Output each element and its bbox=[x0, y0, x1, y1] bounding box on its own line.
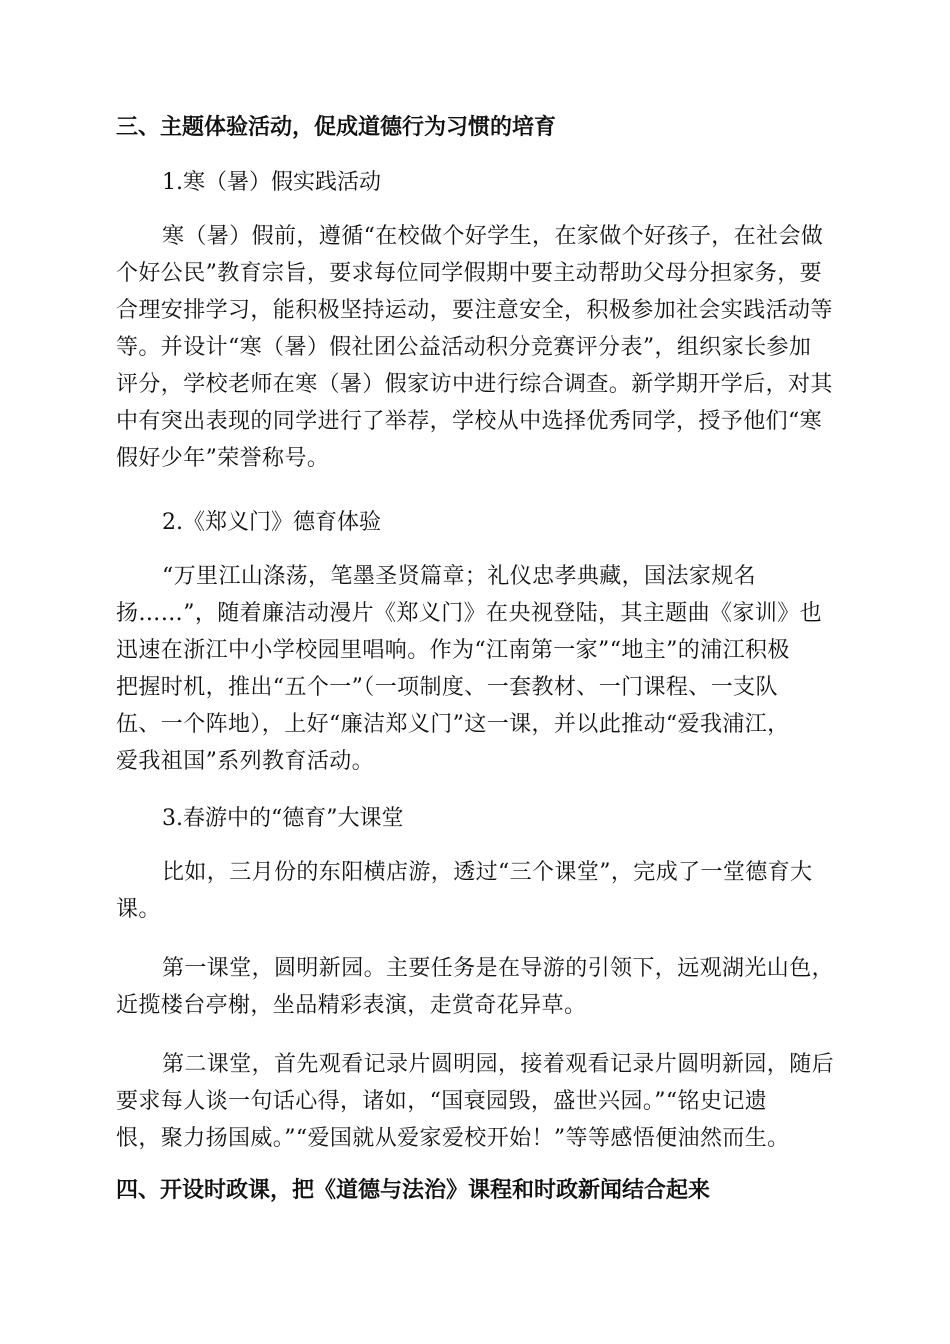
subsection-2-title: 2.《郑义门》德育体验 bbox=[162, 510, 381, 535]
paragraph-line: 寒（暑）假前，遵循“在校做个好学生，在家做个好孩子，在社会做 bbox=[162, 224, 824, 249]
paragraph-line: 个好公民”教育宗旨，要求每位同学假期中要主动帮助父母分担家务，要 bbox=[116, 261, 823, 286]
subsection-1-paragraph bbox=[116, 218, 836, 477]
subsection-1-title: 1.寒（暑）假实践活动 bbox=[162, 170, 381, 195]
section-3-heading: 三、主题体验活动，促成道德行为习惯的培育 bbox=[116, 115, 557, 140]
paragraph-line: 比如，三月份的东阳横店游，透过“三个课堂”，完成了一堂德育大 bbox=[162, 860, 813, 885]
paragraph-line: 等。并设计“寒（暑）假社团公益活动积分竞赛评分表”，组织家长参加 bbox=[116, 335, 812, 360]
paragraph-line: 合理安排学习，能积极坚持运动，要注意安全，积极参加社会实践活动等 bbox=[116, 298, 833, 323]
paragraph-line: 把握时机，推出“五个一”（一项制度、一套教材、一门课程、一支队 bbox=[116, 675, 778, 700]
paragraph-line: 爱我祖国”系列教育活动。 bbox=[116, 749, 375, 774]
paragraph-line: 恨，聚力扬国威。”“爱国就从爱家爱校开始！”等等感悟便油然而生。 bbox=[116, 1126, 790, 1151]
subsection-2-paragraph bbox=[116, 558, 836, 780]
subsection-3-paragraph-1 bbox=[116, 854, 836, 928]
section-4-heading: 四、开设时政课，把《道德与法治》课程和时政新闻结合起来 bbox=[116, 1178, 711, 1203]
subsection-3-paragraph-2 bbox=[116, 950, 836, 1024]
paragraph-line: 评分，学校老师在寒（暑）假家访中进行综合调查。新学期开学后，对其 bbox=[116, 372, 833, 397]
paragraph-line: 近揽楼台亭榭，坐品精彩表演，走赏奇花异草。 bbox=[116, 993, 587, 1018]
paragraph-line: 课。 bbox=[116, 897, 161, 922]
paragraph-line: 第一课堂，圆明新园。主要任务是在导游的引领下，远观湖光山色， bbox=[162, 956, 835, 981]
paragraph-line: 扬……”，随着廉洁动漫片《郑义门》在央视登陆，其主题曲《家训》也 bbox=[116, 601, 823, 626]
paragraph-line: “万里江山涤荡，笔墨圣贤篇章；礼仪忠孝典藏，国法家规名 bbox=[162, 564, 757, 589]
paragraph-line: 假好少年”荣誉称号。 bbox=[116, 446, 330, 471]
paragraph-line: 迅速在浙江中小学校园里唱响。作为“江南第一家”“地主”的浦江积极 bbox=[116, 638, 790, 663]
paragraph-line: 要求每人谈一句话心得，诸如，“国衰园毁，盛世兴园。”“铭史记遗 bbox=[116, 1089, 768, 1114]
paragraph-line: 伍、一个阵地），上好“廉洁郑义门”这一课，并以此推动“爱我浦江， bbox=[116, 712, 790, 737]
subsection-3-title: 3.春游中的“德育”大课堂 bbox=[162, 806, 404, 831]
subsection-3-paragraph-3 bbox=[116, 1046, 836, 1157]
paragraph-line: 中有突出表现的同学进行了举荐，学校从中选择优秀同学，授予他们“寒 bbox=[116, 409, 823, 434]
paragraph-line: 第二课堂，首先观看记录片圆明园，接着观看记录片圆明新园，随后 bbox=[162, 1052, 835, 1077]
